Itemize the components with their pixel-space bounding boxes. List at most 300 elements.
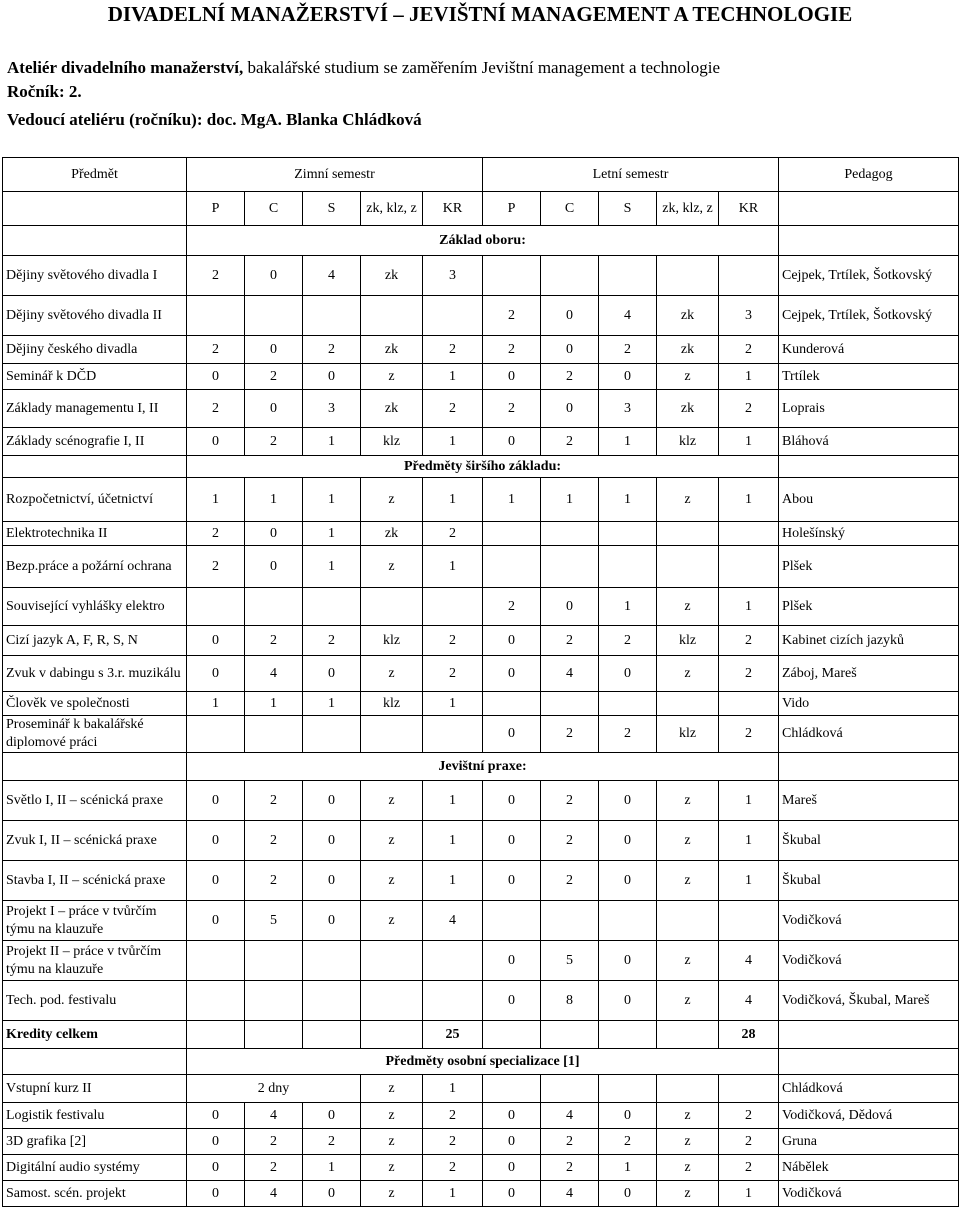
summer-value — [657, 901, 719, 941]
summer-value: 1 — [719, 781, 779, 821]
winter-value: 4 — [245, 1103, 303, 1129]
winter-value: z — [361, 1075, 423, 1103]
teacher-name: Vodičková, Dědová — [779, 1103, 959, 1129]
summer-value: z — [657, 781, 719, 821]
winter-value: 0 — [303, 1103, 361, 1129]
winter-value: z — [361, 1181, 423, 1207]
summer-total: 28 — [719, 1021, 779, 1049]
teacher-name: Holešínský — [779, 522, 959, 546]
summer-value: 1 — [719, 364, 779, 390]
summer-value: 2 — [483, 336, 541, 364]
winter-value — [423, 588, 483, 626]
winter-value: 2 — [423, 336, 483, 364]
winter-value: 2 — [303, 626, 361, 656]
summer-value — [719, 901, 779, 941]
winter-value — [245, 941, 303, 981]
summer-value: 0 — [599, 1181, 657, 1207]
course-name: 3D grafika [2] — [3, 1129, 187, 1155]
winter-value: 2 — [187, 336, 245, 364]
winter-value: 1 — [423, 821, 483, 861]
empty-cell — [303, 1021, 361, 1049]
winter-value: 2 — [245, 781, 303, 821]
winter-value: 2 — [187, 390, 245, 428]
summer-value: 0 — [483, 716, 541, 753]
summer-value: 0 — [599, 781, 657, 821]
summer-value: 0 — [483, 981, 541, 1021]
teacher-name: Trtílek — [779, 364, 959, 390]
summer-value: 4 — [541, 656, 599, 692]
summer-value: 0 — [483, 781, 541, 821]
winter-value: 0 — [187, 428, 245, 456]
empty-cell — [779, 753, 959, 781]
winter-value: zk — [361, 256, 423, 296]
teacher-name: Gruna — [779, 1129, 959, 1155]
empty-cell — [3, 753, 187, 781]
winter-value: 0 — [187, 1129, 245, 1155]
winter-value — [361, 981, 423, 1021]
course-name: Dějiny světového divadla I — [3, 256, 187, 296]
summer-value: 4 — [719, 981, 779, 1021]
header-row — [3, 158, 959, 192]
empty-cell — [245, 1021, 303, 1049]
summer-value: z — [657, 1181, 719, 1207]
teacher-name: Loprais — [779, 390, 959, 428]
summer-value: 2 — [541, 781, 599, 821]
summer-value — [719, 522, 779, 546]
studio-name: Ateliér divadelního manažerství, — [7, 58, 244, 77]
section-row — [3, 226, 959, 256]
winter-value: 0 — [187, 1181, 245, 1207]
winter-value: 0 — [187, 821, 245, 861]
winter-value: 2 — [187, 546, 245, 588]
summer-value — [483, 546, 541, 588]
summer-value: z — [657, 1155, 719, 1181]
summer-value: 2 — [541, 428, 599, 456]
summer-value: 4 — [599, 296, 657, 336]
course-name: Rozpočetnictví, účetnictví — [3, 478, 187, 522]
summer-value — [599, 256, 657, 296]
winter-value — [303, 941, 361, 981]
winter-value: 2 — [423, 390, 483, 428]
summer-value — [541, 1075, 599, 1103]
summer-value: 0 — [483, 941, 541, 981]
section-heading: Předměty širšího základu: — [187, 456, 779, 478]
winter-value: 4 — [423, 901, 483, 941]
course-name: Projekt II – práce v tvůrčím týmu na klauzuře — [3, 941, 187, 981]
totals-row — [3, 1021, 959, 1049]
winter-value: z — [361, 656, 423, 692]
summer-value: z — [657, 821, 719, 861]
course-row — [3, 821, 959, 861]
summer-value: 1 — [541, 478, 599, 522]
winter-value — [303, 981, 361, 1021]
empty-cell — [541, 1021, 599, 1049]
teacher-name: Chládková — [779, 1075, 959, 1103]
course-name: Zvuk v dabingu s 3.r. muzikálu — [3, 656, 187, 692]
page-title: DIVADELNÍ MANAŽERSTVÍ – JEVIŠTNÍ MANAGEMENT A TECHNOLOGIE — [107, 2, 853, 26]
teacher-name: Chládková — [779, 716, 959, 753]
winter-value: 0 — [187, 901, 245, 941]
column-header: C — [541, 192, 599, 226]
winter-value: z — [361, 1129, 423, 1155]
winter-value — [187, 981, 245, 1021]
summer-header: Letní semestr — [483, 158, 779, 192]
summer-value — [483, 901, 541, 941]
winter-value: 1 — [423, 781, 483, 821]
studio-line — [7, 58, 720, 78]
summer-value: 0 — [541, 296, 599, 336]
winter-value: z — [361, 821, 423, 861]
course-name: Související vyhlášky elektro — [3, 588, 187, 626]
summer-value: klz — [657, 716, 719, 753]
course-row — [3, 626, 959, 656]
summer-value: 1 — [719, 478, 779, 522]
winter-value: 0 — [303, 364, 361, 390]
winter-value — [423, 941, 483, 981]
subject-header: Předmět — [3, 158, 187, 192]
summer-value — [599, 692, 657, 716]
summer-value — [657, 546, 719, 588]
summer-value: 2 — [483, 588, 541, 626]
curriculum-table — [2, 157, 959, 1207]
winter-value — [303, 296, 361, 336]
winter-value: 0 — [245, 256, 303, 296]
summer-value: z — [657, 1129, 719, 1155]
summer-value: 1 — [719, 1181, 779, 1207]
course-row — [3, 981, 959, 1021]
course-name: Stavba I, II – scénická praxe — [3, 861, 187, 901]
empty-cell — [779, 226, 959, 256]
course-row — [3, 656, 959, 692]
course-row — [3, 478, 959, 522]
winter-header: Zimní semestr — [187, 158, 483, 192]
winter-value: 2 — [423, 522, 483, 546]
summer-value — [599, 522, 657, 546]
summer-value: 2 — [599, 716, 657, 753]
course-name: Základy managementu I, II — [3, 390, 187, 428]
column-header: zk, klz, z — [361, 192, 423, 226]
teacher-name: Škubal — [779, 861, 959, 901]
column-header: zk, klz, z — [657, 192, 719, 226]
course-name: Cizí jazyk A, F, R, S, N — [3, 626, 187, 656]
summer-value — [657, 256, 719, 296]
winter-value: 2 — [423, 656, 483, 692]
winter-value: 0 — [187, 656, 245, 692]
course-name: Elektrotechnika II — [3, 522, 187, 546]
empty-cell — [779, 1049, 959, 1075]
winter-value: 0 — [187, 1155, 245, 1181]
course-row — [3, 336, 959, 364]
summer-value: 1 — [483, 478, 541, 522]
summer-value: 0 — [541, 390, 599, 428]
winter-value: 0 — [303, 901, 361, 941]
winter-value — [361, 716, 423, 753]
winter-value: 2 — [245, 428, 303, 456]
summer-value — [599, 546, 657, 588]
section-row — [3, 456, 959, 478]
summer-value: 4 — [719, 941, 779, 981]
summer-value: 2 — [719, 1103, 779, 1129]
column-header: C — [245, 192, 303, 226]
winter-value: 0 — [245, 546, 303, 588]
course-row — [3, 1155, 959, 1181]
summer-value — [483, 256, 541, 296]
summer-value: 0 — [483, 861, 541, 901]
summer-value: 2 — [719, 1129, 779, 1155]
teacher-name: Vido — [779, 692, 959, 716]
summer-value: 0 — [483, 1103, 541, 1129]
winter-value — [423, 981, 483, 1021]
winter-value — [303, 588, 361, 626]
course-row — [3, 901, 959, 941]
column-header: KR — [719, 192, 779, 226]
summer-value: 2 — [541, 1155, 599, 1181]
summer-value: 2 — [483, 296, 541, 336]
summer-value: 2 — [599, 336, 657, 364]
summer-value: z — [657, 478, 719, 522]
winter-value: klz — [361, 428, 423, 456]
summer-value: zk — [657, 296, 719, 336]
winter-value: z — [361, 1103, 423, 1129]
column-header: P — [187, 192, 245, 226]
course-name: Dějiny českého divadla — [3, 336, 187, 364]
winter-value: 3 — [303, 390, 361, 428]
summer-value — [541, 256, 599, 296]
summer-value: 8 — [541, 981, 599, 1021]
summer-value: 2 — [599, 1129, 657, 1155]
winter-value: 1 — [423, 546, 483, 588]
summer-value: z — [657, 981, 719, 1021]
course-row — [3, 256, 959, 296]
teacher-name: Škubal — [779, 821, 959, 861]
summer-value: 0 — [599, 981, 657, 1021]
winter-value: 1 — [423, 478, 483, 522]
teacher-name: Plšek — [779, 546, 959, 588]
empty-cell — [361, 1021, 423, 1049]
winter-value: klz — [361, 692, 423, 716]
course-row — [3, 861, 959, 901]
course-name: Projekt I – práce v tvůrčím týmu na klauzuře — [3, 901, 187, 941]
winter-value: 2 — [245, 861, 303, 901]
course-row — [3, 1103, 959, 1129]
summer-value: 2 — [541, 626, 599, 656]
winter-value: z — [361, 861, 423, 901]
section-heading: Jevištní praxe: — [187, 753, 779, 781]
winter-value: 4 — [245, 656, 303, 692]
winter-value: 1 — [303, 522, 361, 546]
course-row — [3, 522, 959, 546]
winter-value — [245, 716, 303, 753]
summer-value: 1 — [719, 861, 779, 901]
summer-value: 2 — [719, 716, 779, 753]
summer-value: 2 — [719, 390, 779, 428]
winter-value: zk — [361, 390, 423, 428]
summer-value: z — [657, 941, 719, 981]
winter-value: 0 — [303, 861, 361, 901]
section-row — [3, 753, 959, 781]
empty-cell — [3, 456, 187, 478]
summer-value: 0 — [599, 656, 657, 692]
section-heading: Základ oboru: — [187, 226, 779, 256]
winter-value — [423, 296, 483, 336]
winter-value: 3 — [423, 256, 483, 296]
summer-value: 2 — [483, 390, 541, 428]
winter-value: 2 — [187, 522, 245, 546]
teacher-name: Plšek — [779, 588, 959, 626]
summer-value — [719, 1075, 779, 1103]
winter-value: 0 — [245, 522, 303, 546]
summer-value: 0 — [599, 941, 657, 981]
winter-value: 0 — [187, 781, 245, 821]
summer-value: zk — [657, 336, 719, 364]
winter-value: 2 — [245, 1129, 303, 1155]
winter-value: 1 — [245, 692, 303, 716]
summer-value: 4 — [541, 1103, 599, 1129]
summer-value: 1 — [599, 588, 657, 626]
summer-value — [541, 522, 599, 546]
winter-value — [361, 296, 423, 336]
winter-value: z — [361, 901, 423, 941]
empty-cell — [483, 1021, 541, 1049]
summer-value: 0 — [483, 821, 541, 861]
studio-description: bakalářské studium se zaměřením Jevištní management a technologie — [243, 58, 721, 77]
summer-value — [483, 522, 541, 546]
summer-value: 1 — [599, 1155, 657, 1181]
winter-value: 1 — [303, 478, 361, 522]
summer-value: 1 — [599, 478, 657, 522]
teacher-name: Kunderová — [779, 336, 959, 364]
column-header: S — [599, 192, 657, 226]
summer-value: 2 — [719, 1155, 779, 1181]
summer-value: 0 — [599, 861, 657, 901]
winter-value: 2 — [187, 256, 245, 296]
summer-value: 2 — [719, 656, 779, 692]
summer-value: z — [657, 861, 719, 901]
course-name: Samost. scén. projekt — [3, 1181, 187, 1207]
winter-value: 1 — [423, 364, 483, 390]
winter-value: 1 — [303, 546, 361, 588]
winter-value: 2 — [423, 1129, 483, 1155]
course-row — [3, 428, 959, 456]
summer-value — [599, 901, 657, 941]
summer-value: 0 — [483, 428, 541, 456]
winter-value: 0 — [303, 781, 361, 821]
column-header: S — [303, 192, 361, 226]
summer-value: 0 — [599, 821, 657, 861]
course-row — [3, 296, 959, 336]
summer-value: 1 — [719, 588, 779, 626]
column-header: P — [483, 192, 541, 226]
winter-value — [245, 981, 303, 1021]
summer-value — [483, 1075, 541, 1103]
winter-value: 1 — [187, 692, 245, 716]
winter-value: klz — [361, 626, 423, 656]
summer-value: 1 — [719, 428, 779, 456]
winter-total: 25 — [423, 1021, 483, 1049]
summer-value: 2 — [541, 1129, 599, 1155]
column-header: KR — [423, 192, 483, 226]
summer-value: 0 — [483, 626, 541, 656]
summer-value: 0 — [483, 1129, 541, 1155]
summer-value: 2 — [541, 861, 599, 901]
column-header-row — [3, 192, 959, 226]
winter-value: 0 — [303, 821, 361, 861]
summer-value: 0 — [483, 656, 541, 692]
summer-value — [719, 546, 779, 588]
summer-value: 0 — [541, 336, 599, 364]
winter-value: 1 — [303, 1155, 361, 1181]
winter-value: 1 — [423, 692, 483, 716]
winter-value: 4 — [303, 256, 361, 296]
summer-value — [657, 522, 719, 546]
summer-value: 5 — [541, 941, 599, 981]
winter-value — [423, 716, 483, 753]
winter-value — [187, 296, 245, 336]
course-row — [3, 588, 959, 626]
empty-cell — [187, 1021, 245, 1049]
summer-value: z — [657, 588, 719, 626]
course-name: Logistik festivalu — [3, 1103, 187, 1129]
winter-value: 1 — [423, 1181, 483, 1207]
summer-value — [657, 1075, 719, 1103]
winter-value: z — [361, 478, 423, 522]
winter-value: 1 — [245, 478, 303, 522]
empty-cell — [3, 1049, 187, 1075]
winter-value: 0 — [303, 656, 361, 692]
winter-value: 2 — [245, 626, 303, 656]
summer-value — [657, 692, 719, 716]
winter-value: zk — [361, 336, 423, 364]
summer-value: klz — [657, 428, 719, 456]
section-row — [3, 1049, 959, 1075]
summer-value — [541, 546, 599, 588]
teacher-name: Mareš — [779, 781, 959, 821]
summer-value: z — [657, 656, 719, 692]
empty-cell — [599, 1021, 657, 1049]
duration-value: 2 dny — [187, 1075, 361, 1103]
course-row — [3, 1181, 959, 1207]
winter-value: 0 — [245, 390, 303, 428]
course-row — [3, 692, 959, 716]
winter-value: 0 — [245, 336, 303, 364]
course-name: Tech. pod. festivalu — [3, 981, 187, 1021]
winter-value — [245, 296, 303, 336]
summer-value — [599, 1075, 657, 1103]
winter-value — [187, 716, 245, 753]
summer-value — [541, 692, 599, 716]
summer-value — [541, 901, 599, 941]
winter-value: zk — [361, 522, 423, 546]
course-name: Seminář k DČD — [3, 364, 187, 390]
winter-value — [187, 588, 245, 626]
winter-value: 1 — [187, 478, 245, 522]
winter-value: z — [361, 781, 423, 821]
winter-value: 0 — [187, 861, 245, 901]
course-name: Člověk ve společnosti — [3, 692, 187, 716]
course-row — [3, 546, 959, 588]
head-line: Vedoucí ateliéru (ročníku): doc. MgA. Blanka Chládková — [7, 110, 422, 129]
winter-value: 1 — [303, 692, 361, 716]
winter-value — [245, 588, 303, 626]
summer-value: 2 — [541, 364, 599, 390]
teacher-header: Pedagog — [779, 158, 959, 192]
teacher-name: Bláhová — [779, 428, 959, 456]
winter-value: 2 — [423, 626, 483, 656]
winter-value: 0 — [187, 364, 245, 390]
empty-cell — [657, 1021, 719, 1049]
teacher-name: Abou — [779, 478, 959, 522]
summer-value: 0 — [599, 1103, 657, 1129]
